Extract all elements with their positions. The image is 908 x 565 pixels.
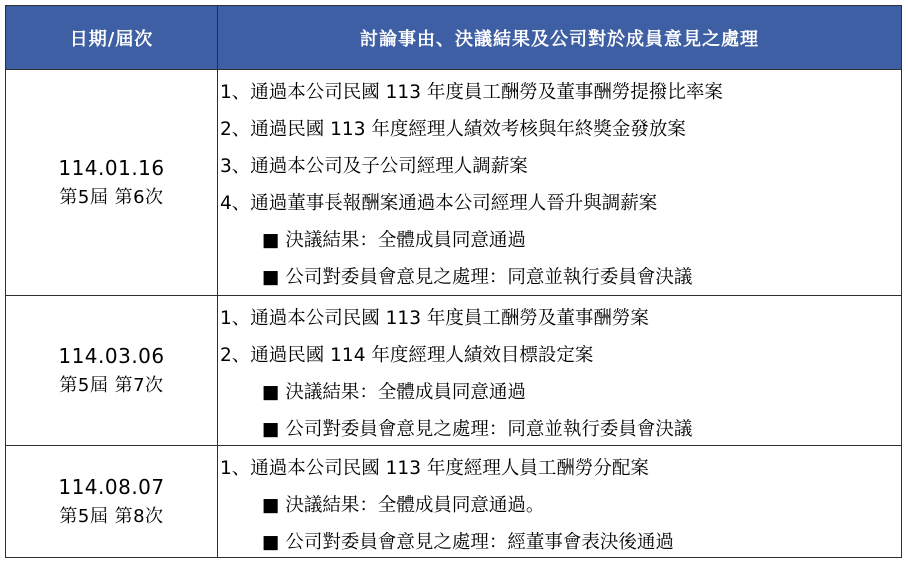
meeting-term: 第5屆 第7次 (59, 374, 164, 396)
header-date-term: 日期/屆次 (6, 6, 218, 69)
meeting-date: 114.01.16 (58, 155, 165, 180)
meeting-date: 114.08.07 (58, 475, 165, 499)
resolution-item: 1、通過本公司民國 113 年度經理人員工酬勞分配案 (220, 458, 649, 479)
table-header (6, 6, 901, 70)
resolution-item: 1、通過本公司民國 113 年度員工酬勞及董事酬勞案 (220, 308, 649, 329)
resolution-item: 2、通過民國 114 年度經理人績效目標設定案 (220, 345, 594, 366)
date-term-cell (6, 296, 218, 445)
resolution-item: 2、通過民國 113 年度經理人績效考核與年終獎金發放案 (220, 119, 686, 140)
table-row (6, 296, 901, 446)
discussion-items (220, 74, 901, 296)
resolution-result: ■ 決議結果：全體成員同意通過。 (262, 495, 545, 516)
discussion-items (220, 450, 901, 561)
resolution-result: ■ 決議結果：全體成員同意通過 (262, 382, 526, 403)
table-row (6, 446, 901, 558)
company-handling: ■ 公司對委員會意見之處理：經董事會表決後通過 (262, 532, 674, 553)
resolution-item: 4、通過董事長報酬案通過本公司經理人晉升與調薪案 (220, 193, 658, 214)
table-row (6, 70, 901, 296)
committee-table (5, 5, 902, 558)
company-handling: ■ 公司對委員會意見之處理：同意並執行委員會決議 (262, 267, 693, 288)
resolution-result: ■ 決議結果：全體成員同意通過 (262, 230, 526, 251)
meeting-term: 第5屆 第6次 (59, 186, 164, 208)
resolution-item: 1、通過本公司民國 113 年度員工酬勞及董事酬勞提撥比率案 (220, 82, 723, 103)
company-handling: ■ 公司對委員會意見之處理：同意並執行委員會決議 (262, 419, 693, 440)
meeting-term: 第5屆 第8次 (59, 506, 164, 527)
date-term-cell (6, 446, 218, 558)
header-discussion: 討論事由、決議結果及公司對於成員意見之處理 (360, 28, 759, 50)
meeting-date: 114.03.06 (58, 343, 165, 368)
date-term-cell (6, 70, 218, 295)
discussion-items (220, 300, 901, 448)
resolution-item: 3、通過本公司及子公司經理人調薪案 (220, 156, 528, 177)
